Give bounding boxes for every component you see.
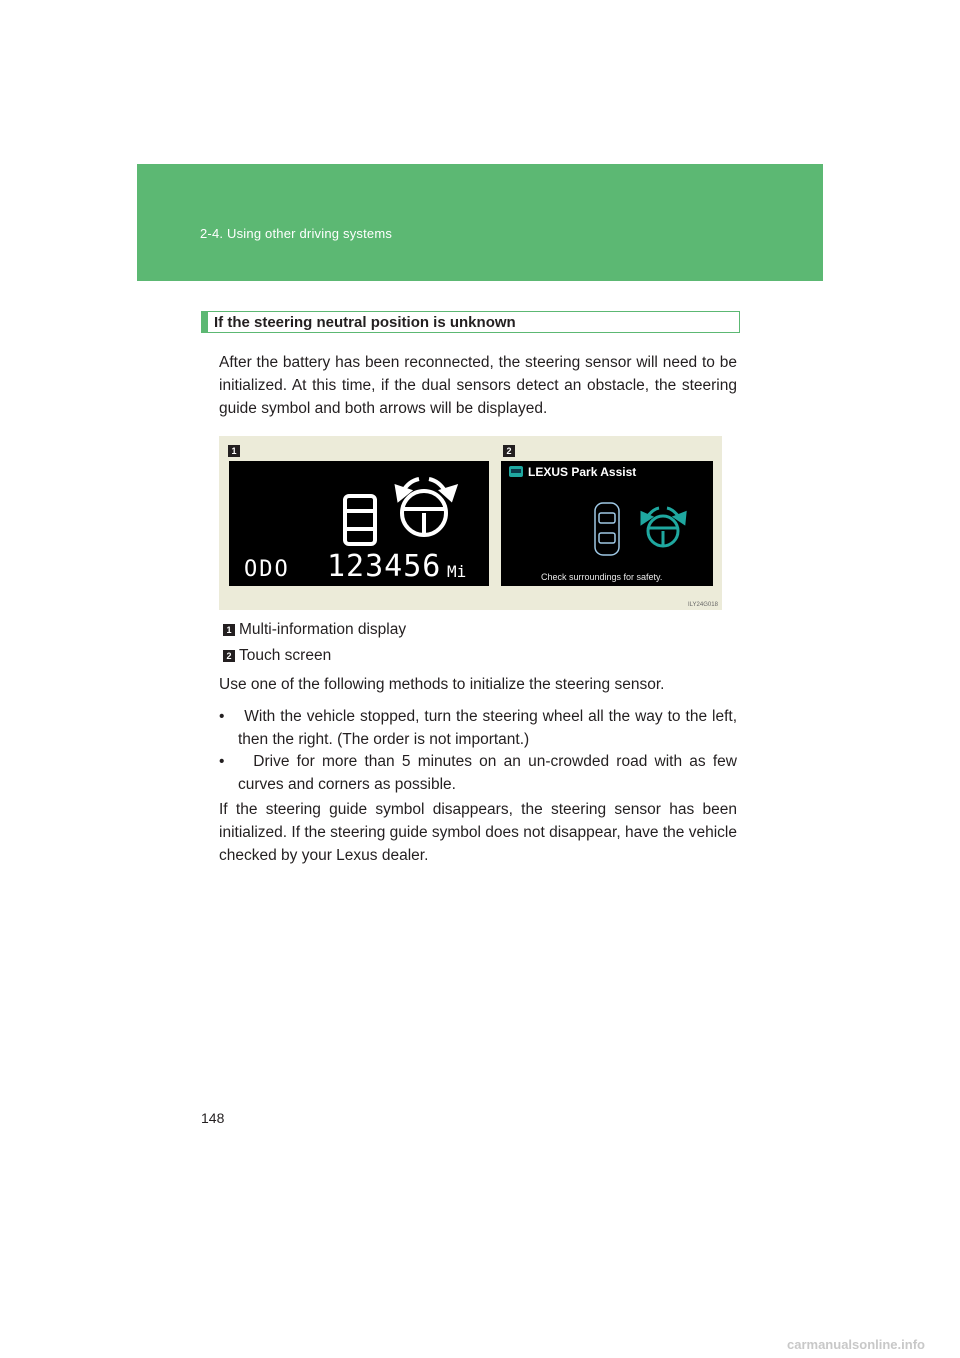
legend-label: Multi-information display [239, 621, 407, 638]
bullet-dot: • [219, 753, 254, 770]
page-number: 148 [201, 1110, 225, 1126]
watermark: carmanualsonline.info [787, 1337, 925, 1352]
closing-paragraph: If the steering guide symbol disappears, the steering sensor has been initialized. If the steering guide symbol does not disappear, have the vehicle checked by your Lexus dealer. [219, 801, 737, 864]
bullet-text: With the vehicle stopped, turn the steering wheel all the way to the left, then the right. (The order is not important.) [238, 708, 738, 748]
touch-screen-display [501, 461, 713, 586]
legend-callout-1: 1 [223, 624, 235, 636]
header-band [137, 164, 823, 281]
legend-item [223, 647, 331, 665]
bullet-text: Drive for more than 5 minutes on an un-crowded road with as few curves and corners as possible. [238, 753, 738, 793]
odo-label: ODO [244, 557, 290, 582]
odo-value: 123456 [327, 549, 442, 584]
bullet-item [219, 705, 737, 751]
steering-wheel-icon [648, 516, 678, 546]
intro-paragraph: After the battery has been reconnected, the steering sensor will need to be initialized. At this time, if the dual sensors detect an obstacle, the steering guide symbol and both arrows will be displayed. [219, 354, 737, 417]
car-icon [345, 496, 375, 544]
bullet-item [219, 750, 737, 796]
right-arrow-icon [667, 508, 685, 523]
callout-2: 2 [503, 445, 515, 457]
figure-code: ILY24G018 [688, 602, 718, 608]
odo-unit: Mi [447, 562, 467, 581]
touch-graphics [501, 461, 713, 586]
park-assist-icon [509, 466, 523, 477]
multi-information-display [229, 461, 489, 586]
safety-caption: Check surroundings for safety. [541, 572, 663, 582]
legend-label: Touch screen [239, 647, 332, 664]
car-top-view-icon [595, 503, 619, 555]
legend-callout-2: 2 [223, 650, 235, 662]
bullet-dot: • [219, 708, 245, 725]
section-heading: If the steering neutral position is unknown [214, 314, 516, 331]
methods-intro: Use one of the following methods to initialize the steering sensor. [219, 676, 665, 693]
legend-item [223, 621, 406, 639]
park-assist-title: LEXUS Park Assist [528, 465, 637, 479]
callout-1: 1 [228, 445, 240, 457]
steering-wheel-icon [402, 491, 446, 535]
section-title: 2-4. Using other driving systems [200, 226, 393, 241]
right-arrow-icon [429, 479, 455, 499]
